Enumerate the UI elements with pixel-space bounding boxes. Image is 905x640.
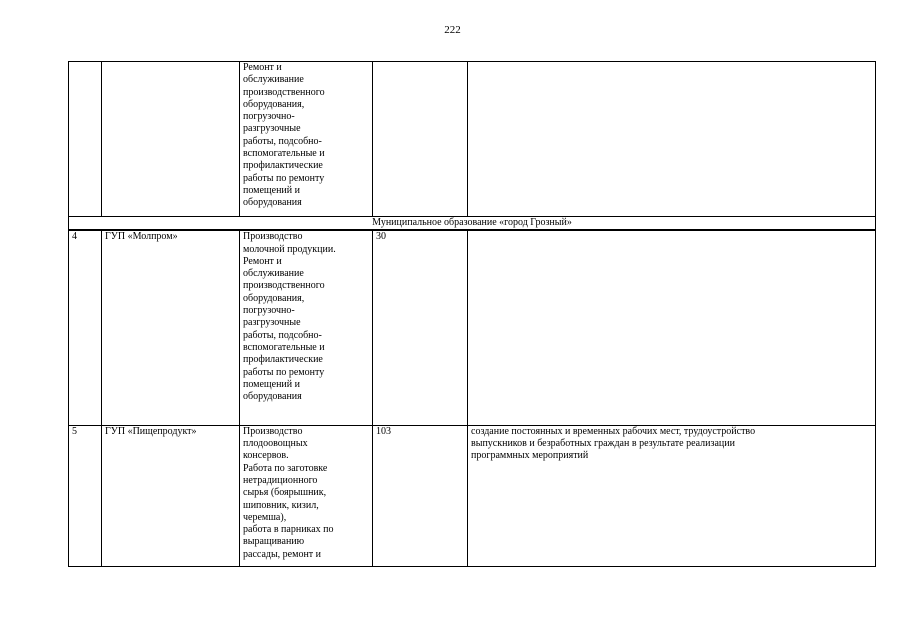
- result-cell: [468, 425, 876, 566]
- result-cell: [468, 230, 876, 425]
- activity-cell: [240, 230, 373, 425]
- result-line: программных мероприятий: [471, 450, 589, 462]
- activity-line: консервов.: [243, 450, 289, 462]
- activity-cell: [240, 425, 373, 566]
- activity-line: оборудования: [243, 391, 302, 403]
- activity-line: обслуживание: [243, 74, 304, 86]
- activity-line: Работа по заготовке: [243, 462, 328, 474]
- activity-line: Ремонт и: [243, 255, 282, 267]
- section-row: [69, 217, 876, 231]
- activity-line: работы по ремонту: [243, 172, 325, 184]
- result-line: выпускников и безработных граждан в результате реализации: [471, 438, 735, 450]
- activity-line: работы, подсобно-: [243, 135, 322, 147]
- activity-line: выращиванию: [243, 536, 305, 548]
- activity-line: плодоовощных: [243, 438, 308, 450]
- activity-cell: [240, 62, 373, 217]
- activity-line: профилактические: [243, 160, 323, 172]
- jobs-count-cell: [373, 62, 468, 217]
- activity-line: вспомогательные и: [243, 148, 325, 160]
- activity-line: помещений и: [243, 184, 300, 196]
- activity-line: оборудования: [243, 197, 302, 209]
- activity-line: обслуживание: [243, 268, 304, 280]
- activity-line: оборудования,: [243, 98, 305, 110]
- activity-line: профилактические: [243, 354, 323, 366]
- activity-line: Производство: [243, 231, 303, 243]
- table-row: [69, 230, 876, 425]
- activity-line: рассады, ремонт и: [243, 548, 322, 560]
- activity-line: помещений и: [243, 378, 300, 390]
- row-number-cell: 4: [69, 230, 102, 425]
- municipality-section-title: Муниципальное образование «город Грозный»: [69, 217, 876, 231]
- activity-line: Производство: [243, 425, 303, 437]
- programme-table: [68, 61, 876, 567]
- table-row: [69, 425, 876, 566]
- enterprise-name-cell: [102, 62, 240, 217]
- activity-line: погрузочно-: [243, 305, 295, 317]
- activity-line: работы по ремонту: [243, 366, 325, 378]
- activity-line: разгрузочные: [243, 317, 301, 329]
- result-line: создание постоянных и временных рабочих мест, трудоустройство: [471, 425, 756, 437]
- activity-line: погрузочно-: [243, 111, 295, 123]
- activity-line: оборудования,: [243, 292, 305, 304]
- activity-line: производственного: [243, 280, 325, 292]
- activity-line: Ремонт и: [243, 62, 282, 73]
- table-row: [69, 62, 876, 217]
- activity-line: нетрадиционного: [243, 474, 318, 486]
- row-number-cell: [69, 62, 102, 217]
- enterprise-name-cell: ГУП «Молпром»: [102, 230, 240, 425]
- activity-line: сырья (боярышник,: [243, 487, 327, 499]
- activity-line: работы, подсобно-: [243, 329, 322, 341]
- row-number-cell: 5: [69, 425, 102, 566]
- activity-line: производственного: [243, 86, 325, 98]
- activity-line: работа в парниках по: [243, 524, 334, 536]
- activity-line: шиповник, кизил,: [243, 499, 319, 511]
- activity-line: разгрузочные: [243, 123, 301, 135]
- jobs-count-cell: 30: [373, 230, 468, 425]
- enterprise-name-cell: ГУП «Пищепродукт»: [102, 425, 240, 566]
- result-cell: [468, 62, 876, 217]
- activity-line: черемша),: [243, 511, 287, 523]
- activity-line: молочной продукции.: [243, 243, 336, 255]
- activity-line: вспомогательные и: [243, 341, 325, 353]
- jobs-count-cell: 103: [373, 425, 468, 566]
- page-number: 222: [444, 24, 461, 36]
